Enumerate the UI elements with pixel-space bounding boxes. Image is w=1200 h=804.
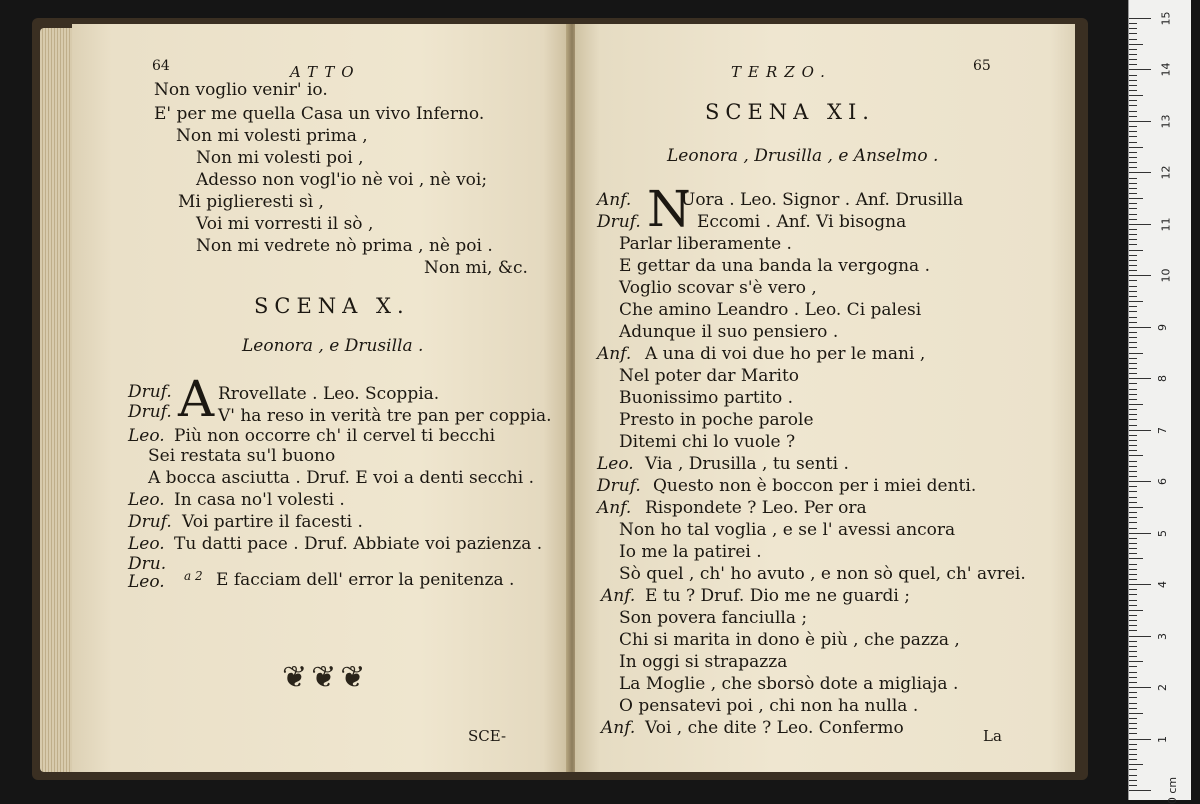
ruler-tick <box>1129 399 1137 400</box>
ruler-tick <box>1129 90 1137 91</box>
ruler-label: 6 <box>1156 478 1169 486</box>
ruler-tick <box>1129 18 1151 19</box>
verse-refrain: Non mi, &c. <box>424 258 528 278</box>
dialogue-line: Buonissimo partito . <box>619 388 793 408</box>
right-page <box>575 24 1075 772</box>
dialogue-line: E tu ? Druf. Dio me ne guardi ; <box>645 586 910 606</box>
ruler-tick <box>1129 445 1137 446</box>
dialogue-line: O pensatevi poi , chi non ha nulla . <box>619 696 919 716</box>
ruler-tick <box>1129 414 1137 415</box>
ruler-tick <box>1129 615 1137 616</box>
ruler-tick <box>1129 589 1137 590</box>
speaker: Leo. <box>128 490 165 510</box>
verse-line: Non mi vedrete nò prima , nè poi . <box>196 236 493 256</box>
ruler-tick <box>1129 486 1137 487</box>
ruler-tick <box>1129 404 1143 405</box>
ruler-tick <box>1129 672 1137 673</box>
verse-line: Non mi volesti prima , <box>176 126 368 146</box>
ruler-tick <box>1129 188 1137 189</box>
ruler-tick <box>1129 342 1137 343</box>
ruler-tick <box>1129 275 1151 276</box>
ruler-tick <box>1129 723 1137 724</box>
dialogue-line: Sei restata su'l buono <box>148 446 336 466</box>
speaker: Anf. <box>597 190 632 210</box>
ruler-tick <box>1129 363 1137 364</box>
ruler-tick <box>1129 152 1137 153</box>
ruler-tick <box>1129 461 1137 462</box>
ruler-tick <box>1129 332 1137 333</box>
ruler-tick <box>1129 250 1143 251</box>
ruler-tick <box>1129 790 1151 791</box>
ruler-tick <box>1129 327 1151 328</box>
ruler-tick <box>1129 178 1137 179</box>
ruler-tick <box>1129 764 1143 765</box>
dialogue-line: Ditemi chi lo vuole ? <box>619 432 796 452</box>
ruler-tick <box>1129 533 1151 534</box>
verse-line: Adesso non vogl'io nè voi , nè voi; <box>196 170 488 190</box>
ruler-tick <box>1129 301 1143 302</box>
dialogue-line: Rispondete ? Leo. Per ora <box>645 498 867 518</box>
ruler-tick <box>1129 450 1137 451</box>
ruler-tick <box>1129 44 1143 45</box>
ruler-tick <box>1129 28 1137 29</box>
ruler-tick <box>1129 224 1151 225</box>
ruler-label: 0 cm <box>1166 776 1180 804</box>
ruler-tick <box>1129 677 1137 678</box>
ruler-tick <box>1129 54 1137 55</box>
dialogue-line: Eccomi . Anf. Vi bisogna <box>697 212 907 232</box>
ruler-tick <box>1129 131 1137 132</box>
ruler-tick <box>1129 95 1143 96</box>
ruler-tick <box>1129 49 1137 50</box>
ruler-tick <box>1129 713 1143 714</box>
ruler-tick <box>1129 229 1137 230</box>
speaker: Anf. <box>597 498 632 518</box>
ruler-tick <box>1129 497 1137 498</box>
page-edges <box>40 28 74 772</box>
ruler-tick <box>1129 775 1137 776</box>
dialogue-line: Parlar liberamente . <box>619 234 792 254</box>
page-number-right: 65 <box>973 58 991 74</box>
ruler-tick <box>1129 64 1137 65</box>
dialogue-line: V' ha reso in verità tre pan per coppia. <box>218 406 552 426</box>
ruler-tick <box>1129 666 1137 667</box>
page-number-left: 64 <box>152 58 170 74</box>
ruler-tick <box>1129 296 1137 297</box>
ruler-tick <box>1129 455 1143 456</box>
ruler-tick <box>1129 337 1137 338</box>
dialogue-line: Io me la patirei . <box>619 542 762 562</box>
ruler-tick <box>1129 481 1151 482</box>
ruler-tick <box>1129 214 1137 215</box>
ruler-tick <box>1129 440 1137 441</box>
verse-line: Voi mi vorresti il sò , <box>196 214 374 234</box>
ruler-tick <box>1129 708 1137 709</box>
ruler-tick <box>1129 265 1137 266</box>
ruler-tick <box>1129 703 1137 704</box>
running-head-right: TERZO. <box>731 63 832 81</box>
scene-title-right: SCENA XI. <box>705 100 875 124</box>
dialogue-line: Chi si marita in dono è più , che pazza , <box>619 630 960 650</box>
verse-line: Mi piglieresti sì , <box>178 192 324 212</box>
speaker: Anf. <box>597 344 632 364</box>
ruler-tick <box>1129 198 1143 199</box>
dialogue-line: A una di voi due ho per le mani , <box>645 344 926 364</box>
ruler-tick <box>1129 749 1137 750</box>
ruler-tick <box>1129 435 1137 436</box>
ruler-label: 11 <box>1159 217 1173 232</box>
dialogue-line: Son povera fanciulla ; <box>619 608 808 628</box>
ruler-tick <box>1129 558 1143 559</box>
dialogue-line: La Moglie , che sborsò dote a migliaja . <box>619 674 959 694</box>
ruler-tick <box>1129 378 1151 379</box>
ruler-tick <box>1129 610 1143 611</box>
ruler-tick <box>1129 172 1151 173</box>
speaker: Druf. <box>128 512 172 532</box>
duet-line: E facciam dell' error la penitenza . <box>216 570 515 590</box>
ruler-tick <box>1129 785 1137 786</box>
dialogue-line: Presto in poche parole <box>619 410 814 430</box>
duet-speaker: Leo. <box>128 572 165 592</box>
ruler-tick <box>1129 630 1137 631</box>
ruler-tick <box>1129 126 1137 127</box>
speaker: Druf. <box>128 382 172 402</box>
dialogue-line: In casa no'l volesti . <box>174 490 345 510</box>
ruler-tick <box>1129 646 1137 647</box>
speaker: Anf. <box>601 586 636 606</box>
ruler-tick <box>1129 718 1137 719</box>
verse-line: Non mi volesti poi , <box>196 148 364 168</box>
ruler-tick <box>1129 584 1151 585</box>
ruler-tick <box>1129 625 1137 626</box>
dialogue-line: Voi , che dite ? Leo. Confermo <box>645 718 904 738</box>
dialogue-line: Tu datti pace . Druf. Abbiate voi pazienza . <box>174 534 543 554</box>
ruler-tick <box>1129 23 1137 24</box>
ruler-tick <box>1129 409 1137 410</box>
ruler-tick <box>1129 574 1137 575</box>
dialogue-line: In oggi si strapazza <box>619 652 788 672</box>
ruler-tick <box>1129 528 1137 529</box>
dialogue-line: Uora . Leo. Signor . Anf. Drusilla <box>681 190 964 210</box>
ruler-tick <box>1129 147 1143 148</box>
ruler-tick <box>1129 234 1137 235</box>
left-page <box>72 24 568 772</box>
ruler-tick <box>1129 280 1137 281</box>
ruler-tick <box>1129 517 1137 518</box>
ruler-label: 7 <box>1156 426 1169 434</box>
speaker: Anf. <box>601 718 636 738</box>
ruler-tick <box>1129 208 1137 209</box>
ruler-tick <box>1129 203 1137 204</box>
verse-line: Non voglio venir' io. <box>154 80 328 100</box>
ruler-tick <box>1129 383 1137 384</box>
ruler-tick <box>1129 661 1143 662</box>
ruler-tick <box>1129 80 1137 81</box>
measurement-ruler <box>1128 0 1191 804</box>
dialogue-line: Rrovellate . Leo. Scoppia. <box>218 384 440 404</box>
ruler-tick <box>1129 389 1137 390</box>
ruler-tick <box>1129 656 1137 657</box>
ruler-tick <box>1129 255 1137 256</box>
ruler-tick <box>1129 270 1137 271</box>
ruler-tick <box>1129 286 1137 287</box>
ruler-tick <box>1129 244 1137 245</box>
ruler-tick <box>1129 780 1137 781</box>
ruler-label: 14 <box>1159 62 1173 77</box>
ruler-tick <box>1129 548 1137 549</box>
dialogue-line: E gettar da una banda la vergogna . <box>619 256 930 276</box>
ruler-tick <box>1129 394 1137 395</box>
ruler-tick <box>1129 33 1137 34</box>
ruler-tick <box>1129 522 1137 523</box>
ruler-tick <box>1129 579 1137 580</box>
ruler-tick <box>1129 162 1137 163</box>
ruler-tick <box>1129 353 1143 354</box>
ruler-label: 13 <box>1159 114 1173 129</box>
ruler-tick <box>1129 697 1137 698</box>
ruler-tick <box>1129 687 1151 688</box>
ruler-tick <box>1129 239 1137 240</box>
ruler-label: 2 <box>1156 684 1169 692</box>
ruler-tick <box>1129 682 1137 683</box>
ruler-label: 9 <box>1156 323 1169 331</box>
ruler-tick <box>1129 39 1137 40</box>
ruler-tick <box>1129 641 1137 642</box>
ruler-tick <box>1129 322 1137 323</box>
ruler-tick <box>1129 430 1151 431</box>
speaker: Leo. <box>128 426 165 446</box>
duet-speaker: Dru. <box>128 554 167 574</box>
ruler-tick <box>1129 136 1137 137</box>
ruler-tick <box>1129 692 1137 693</box>
ruler-tick <box>1129 59 1137 60</box>
duet-mark: a 2 <box>184 569 203 583</box>
scene-title-left: SCENA X. <box>254 294 410 318</box>
ruler-label: 12 <box>1159 165 1173 180</box>
ruler-label: 5 <box>1156 529 1169 537</box>
dialogue-line: Voglio scovar s'è vero , <box>619 278 817 298</box>
ruler-label: 10 <box>1159 268 1173 283</box>
ruler-tick <box>1129 111 1137 112</box>
ruler-tick <box>1129 85 1137 86</box>
ruler-tick <box>1129 306 1137 307</box>
speaker: Leo. <box>128 534 165 554</box>
dialogue-line: Questo non è boccon per i miei denti. <box>653 476 977 496</box>
ruler-tick <box>1129 553 1137 554</box>
ruler-tick <box>1129 564 1137 565</box>
ruler-tick <box>1129 142 1137 143</box>
ruler-tick <box>1129 512 1137 513</box>
ruler-tick <box>1129 291 1137 292</box>
dialogue-line: Nel poter dar Marito <box>619 366 800 386</box>
dialogue-line: Adunque il suo pensiero . <box>619 322 839 342</box>
catchword-right: La <box>983 727 1002 745</box>
ruler-label: 3 <box>1156 632 1169 640</box>
dialogue-line: Sò quel , ch' ho avuto , e non sò quel, ch' avrei. <box>619 564 1026 584</box>
ruler-tick <box>1129 733 1137 734</box>
speaker: Druf. <box>597 212 641 232</box>
ruler-tick <box>1129 569 1137 570</box>
ruler-tick <box>1129 193 1137 194</box>
ruler-tick <box>1129 651 1137 652</box>
ruler-label: 1 <box>1156 735 1169 743</box>
scene-characters-right: Leonora , Drusilla , e Anselmo . <box>667 146 939 166</box>
ruler-tick <box>1129 116 1137 117</box>
dialogue-line: A bocca asciutta . Druf. E voi a denti secchi . <box>148 468 534 488</box>
ruler-tick <box>1129 476 1137 477</box>
ruler-tick <box>1129 75 1137 76</box>
ruler-tick <box>1129 502 1137 503</box>
ruler-label: 15 <box>1159 11 1173 26</box>
dialogue-line: Più non occorre ch' il cervel ti becchi <box>174 426 496 446</box>
ruler-label: 4 <box>1156 581 1169 589</box>
ruler-tick <box>1129 739 1151 740</box>
ruler-tick <box>1129 543 1137 544</box>
ruler-tick <box>1129 317 1137 318</box>
ornament-fleurons: ❦❦❦ <box>282 660 370 695</box>
ruler-tick <box>1129 368 1137 369</box>
ruler-tick <box>1129 600 1137 601</box>
ruler-tick <box>1129 744 1137 745</box>
ruler-label: 8 <box>1156 375 1169 383</box>
ruler-tick <box>1129 100 1137 101</box>
ruler-tick <box>1129 605 1137 606</box>
ruler-tick <box>1129 260 1137 261</box>
ruler-tick <box>1129 769 1137 770</box>
running-head-left: ATTO <box>290 63 361 81</box>
ruler-tick <box>1129 183 1137 184</box>
dialogue-line: Che amino Leandro . Leo. Ci palesi <box>619 300 922 320</box>
ruler-tick <box>1129 491 1137 492</box>
ruler-tick <box>1129 167 1137 168</box>
speaker: Druf. <box>597 476 641 496</box>
dialogue-line: Via , Drusilla , tu senti . <box>645 454 849 474</box>
verse-line: E' per me quella Casa un vivo Inferno. <box>154 104 485 124</box>
ruler-tick <box>1129 69 1151 70</box>
ruler-tick <box>1129 594 1137 595</box>
scene-characters-left: Leonora , e Drusilla . <box>242 336 424 356</box>
ruler-tick <box>1129 419 1137 420</box>
drop-cap-A: A <box>178 370 215 428</box>
ruler-tick <box>1129 728 1137 729</box>
ruler-tick <box>1129 219 1137 220</box>
ruler-tick <box>1129 471 1137 472</box>
ruler-tick <box>1129 466 1137 467</box>
ruler-tick <box>1129 105 1137 106</box>
dialogue-line: Non ho tal voglia , e se l' avessi ancora <box>619 520 956 540</box>
ruler-tick <box>1129 311 1137 312</box>
ruler-tick <box>1129 373 1137 374</box>
ruler-tick <box>1129 754 1137 755</box>
ruler-tick <box>1129 759 1137 760</box>
ruler-tick <box>1129 507 1143 508</box>
ruler-tick <box>1129 347 1137 348</box>
ruler-tick <box>1129 636 1151 637</box>
ruler-tick <box>1129 121 1151 122</box>
dialogue-line: Voi partire il facesti . <box>182 512 363 532</box>
ruler-tick <box>1129 358 1137 359</box>
speaker: Druf. <box>128 402 172 422</box>
ruler-tick <box>1129 425 1137 426</box>
speaker: Leo. <box>597 454 634 474</box>
ruler-tick <box>1129 620 1137 621</box>
ruler-tick <box>1129 157 1137 158</box>
catchword-left: SCE- <box>468 727 507 745</box>
ruler-tick <box>1129 538 1137 539</box>
drop-cap-N: N <box>647 180 691 238</box>
